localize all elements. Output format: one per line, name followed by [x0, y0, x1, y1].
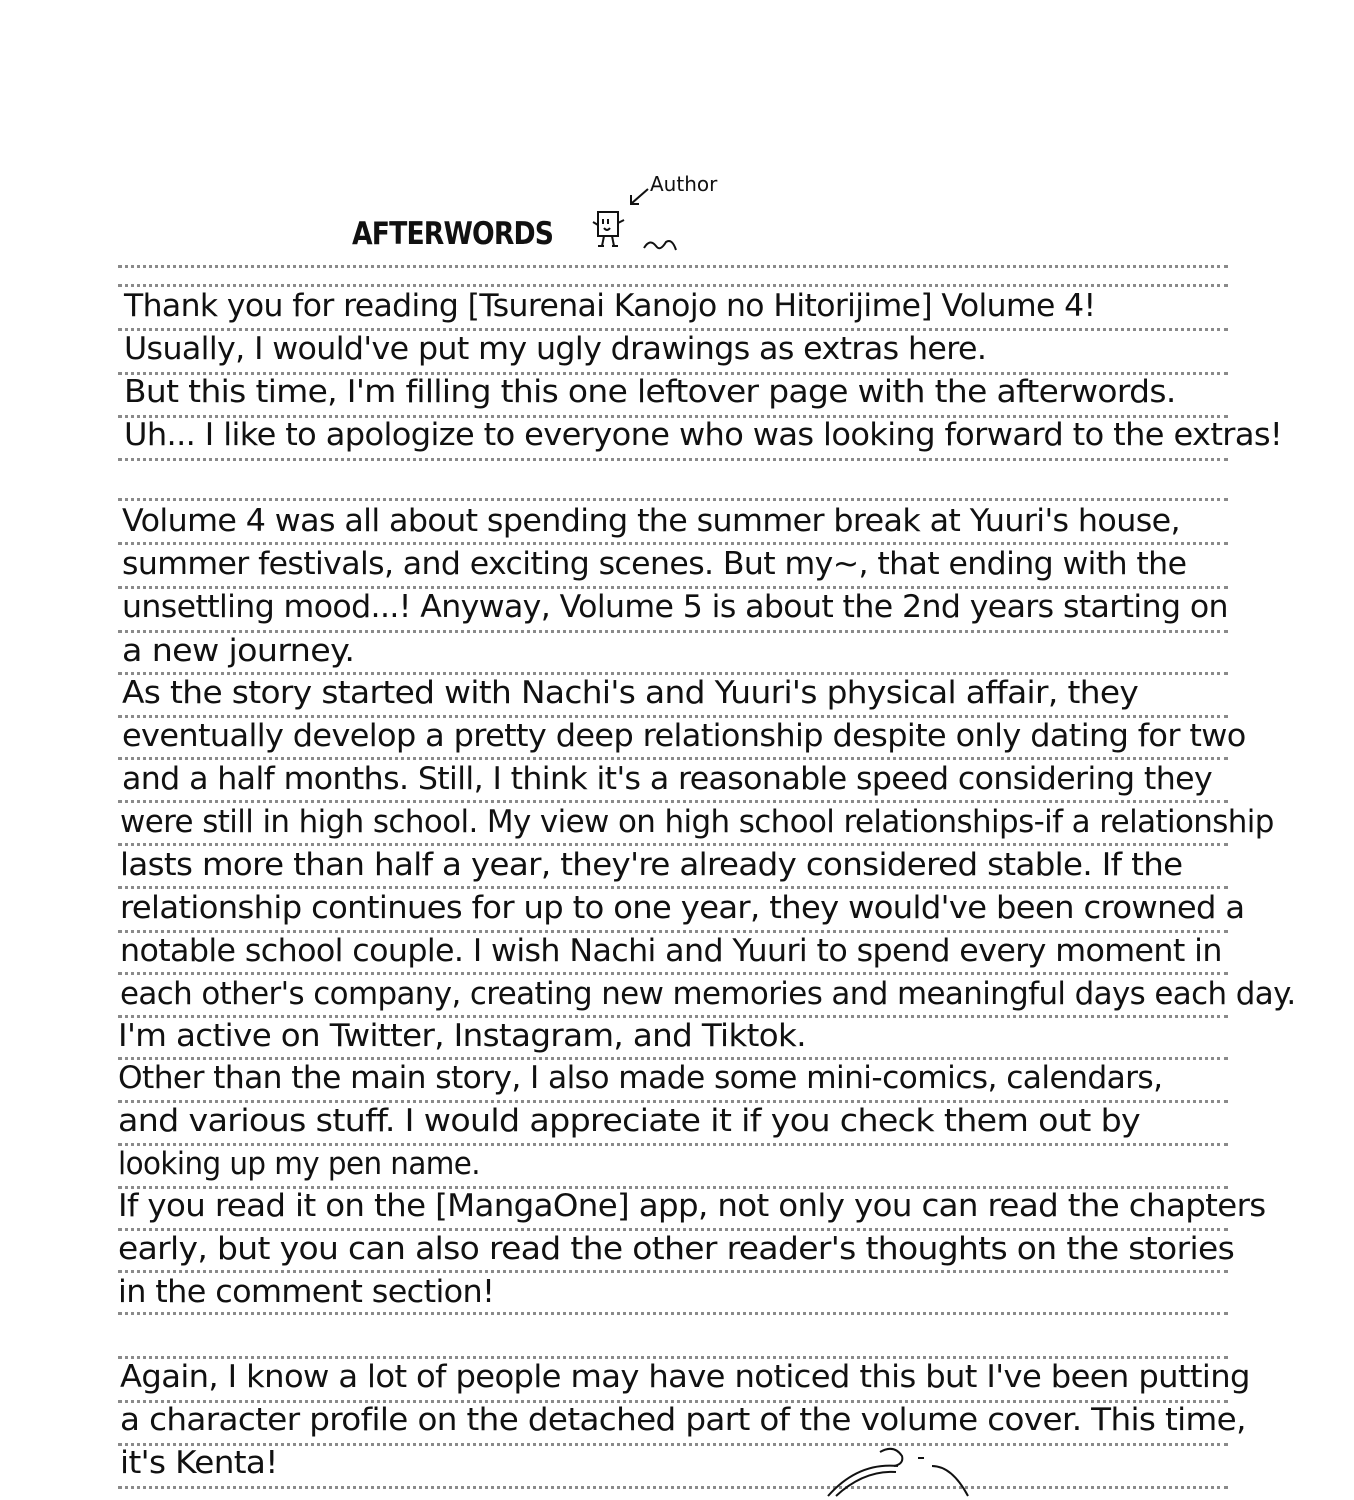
signature-icon [642, 234, 682, 254]
text-line: looking up my pen name. [118, 1146, 481, 1182]
text-line: As the story started with Nachi's and Yuuri's physical affair, they [122, 675, 1139, 711]
sketch-doodle-icon [820, 1444, 980, 1500]
text-line: Uh... I like to apologize to everyone who was looking forward to the extras! [124, 417, 1283, 453]
text-line: Volume 4 was all about spending the summer break at Yuuri's house, [122, 503, 1180, 539]
text-line: were still in high school. My view on high school relationships-if a relationship [120, 804, 1274, 840]
text-line: relationship continues for up to one year, they would've been crowned a [120, 890, 1245, 926]
text-line: notable school couple. I wish Nachi and Yuuri to spend every moment in [120, 933, 1222, 969]
text-line: Other than the main story, I also made some mini-comics, calendars, [118, 1060, 1163, 1096]
text-line: it's Kenta! [120, 1445, 278, 1481]
text-line: But this time, I'm filling this one leftover page with the afterwords. [124, 374, 1176, 410]
ruled-line [118, 800, 1228, 803]
text-line: summer festivals, and exciting scenes. But my~, that ending with the [122, 546, 1187, 582]
text-line: unsettling mood...! Anyway, Volume 5 is about the 2nd years starting on [122, 589, 1228, 625]
text-line: lasts more than half a year, they're already considered stable. If the [120, 847, 1183, 883]
text-line: in the comment section! [118, 1274, 495, 1310]
text-line: If you read it on the [MangaOne] app, not only you can read the chapters [118, 1188, 1266, 1224]
ruled-line [118, 1312, 1228, 1315]
text-line: Usually, I would've put my ugly drawings as extras here. [124, 331, 987, 367]
ruled-line [118, 1443, 1228, 1446]
ruled-line [118, 886, 1228, 889]
text-line: early, but you can also read the other reader's thoughts on the stories [118, 1231, 1235, 1267]
text-line: I'm active on Twitter, Instagram, and Tiktok. [118, 1018, 806, 1054]
ruled-line [118, 1270, 1228, 1273]
ruled-line [118, 1486, 1228, 1489]
text-line: a new journey. [122, 633, 355, 669]
text-line: each other's company, creating new memories and meaningful days each day. [120, 976, 1296, 1012]
text-line: a character profile on the detached part of the volume cover. This time, [120, 1402, 1246, 1438]
page-title: AFTERWORDS [352, 216, 554, 252]
author-label: Author [650, 172, 718, 196]
author-doodle-icon [590, 208, 630, 254]
ruled-line [118, 498, 1228, 501]
ruled-line [118, 972, 1228, 975]
text-line: Thank you for reading [Tsurenai Kanojo no Hitorijime] Volume 4! [124, 288, 1096, 324]
arrow-icon [626, 186, 652, 208]
ruled-line [118, 265, 1228, 268]
text-line: and a half months. Still, I think it's a reasonable speed considering they [122, 761, 1213, 797]
ruled-line [118, 843, 1228, 846]
text-line: and various stuff. I would appreciate it if you check them out by [118, 1103, 1141, 1139]
ruled-line [118, 284, 1228, 287]
ruled-line [118, 757, 1228, 760]
ruled-line [118, 542, 1228, 545]
text-line: eventually develop a pretty deep relationship despite only dating for two [122, 718, 1246, 754]
text-line: Again, I know a lot of people may have noticed this but I've been putting [120, 1359, 1250, 1395]
ruled-line [118, 458, 1228, 461]
